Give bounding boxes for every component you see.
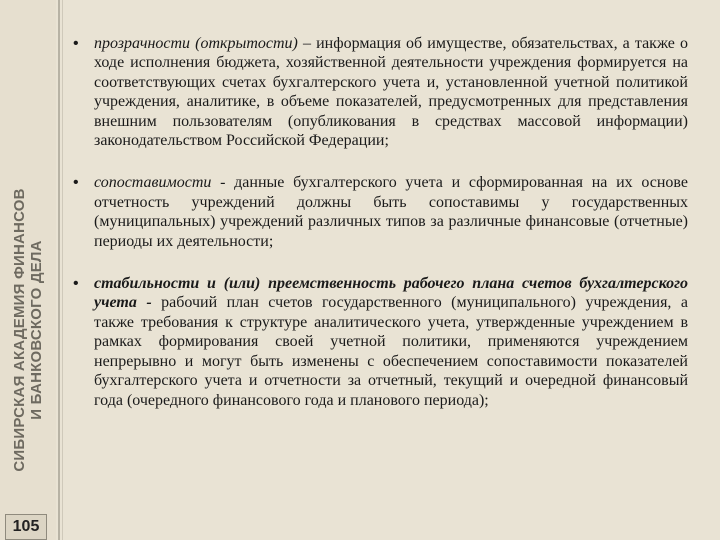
sidebar-divider [58, 0, 60, 540]
principle-term: стабильности и (или) преемственность рабочего плана счетов бухгалтерского учета - [94, 275, 688, 312]
academy-name-line-1: СИБИРСКАЯ АКАДЕМИЯ ФИНАНСОВ [11, 188, 28, 472]
principle-term: прозрачности (открытости) [94, 35, 298, 52]
main-content [72, 34, 688, 433]
principle-description: – информация об имуществе, обязательствах, а также о ходе исполнения бюджета, хозяйственной деятельности учреждения формируется на соответствующих счетах бухгалтерского учета и, установленной учетной политикой учреждения, аналитике, в объеме показателей, предусмотренных для представления внешним пользователям (опубликования в средствах массовой информации) законодательством Российской Федерации; [94, 35, 688, 150]
bullet-icon: • [73, 174, 79, 192]
list-item [72, 274, 688, 410]
list-item [72, 34, 688, 150]
sidebar [0, 0, 56, 540]
bullet-icon: • [73, 35, 79, 52]
bullet-icon: • [73, 275, 79, 293]
list-item-text [94, 34, 688, 150]
list-item-text [94, 173, 688, 251]
academy-name-vertical [11, 188, 45, 471]
principle-term: сопоставимости [94, 174, 212, 192]
principle-description: - данные бухгалтерского учета и сформированная на их основе отчетность учреждений должны быть сопоставимы у государственных (муниципальных) учреждений различных типов за различные финансовые (отчетные) периоды их деятельности; [94, 174, 688, 250]
page-number: 105 [5, 514, 47, 540]
academy-name-line-2: И БАНКОВСКОГО ДЕЛА [28, 240, 45, 420]
list-item-text [94, 274, 688, 410]
principle-description: рабочий план счетов государственного (муниципального) учреждения, а также требования к структуре аналитического учета, утвержденные учреждением в рамках формирования своей учетной политики, применяются учреждением непрерывно и могут быть изменены с обеспечением сопоставимости показателей бухгалтерского учета и отчетности за отчетный, текущий и очередной финансовый года (очередного финансового года и планового периода); [94, 294, 689, 409]
sidebar-divider-thin [62, 0, 63, 540]
list-item [72, 173, 688, 251]
